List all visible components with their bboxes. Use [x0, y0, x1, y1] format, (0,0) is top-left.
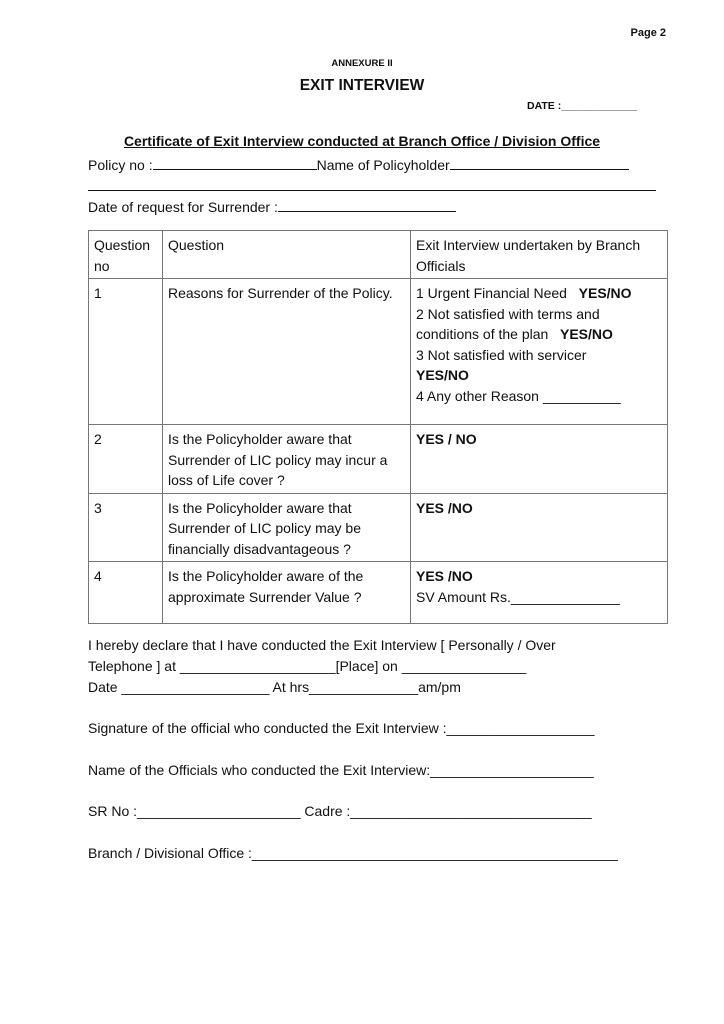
certificate-heading: Certificate of Exit Interview conducted at Branch Office / Division Office — [123, 133, 601, 149]
yes-no-option[interactable]: YES /NO — [416, 499, 473, 516]
declaration-line-2[interactable]: Telephone ] at ____________________[Place] on ________________ — [88, 658, 527, 674]
surrender-request-line — [88, 197, 456, 215]
reason-line: conditions of the plan YES/NO — [416, 326, 613, 342]
table-row — [89, 562, 668, 624]
officials-name-line[interactable]: Name of the Officials who conducted the Exit Interview:_____________________ — [88, 762, 594, 778]
policyholder-field[interactable] — [450, 155, 629, 170]
question-no: 1 — [89, 279, 163, 425]
yes-no-option[interactable]: YES/NO — [416, 367, 469, 383]
response-cell — [411, 279, 668, 425]
policyholder-label: Name of Policyholder — [316, 157, 450, 173]
header-response: Exit Interview undertaken by Branch Officials — [411, 231, 668, 279]
table-header-row — [89, 231, 668, 279]
question-no: 4 — [89, 562, 163, 624]
response-cell — [411, 493, 668, 562]
exit-interview-table — [88, 230, 668, 624]
header-question: Question — [163, 231, 411, 279]
yes-no-option[interactable]: YES/NO — [560, 326, 613, 342]
response-cell — [411, 425, 668, 494]
header-question-no: Question no — [89, 231, 163, 279]
surrender-request-label: Date of request for Surrender : — [88, 199, 278, 215]
response-cell — [411, 562, 668, 624]
table-row — [89, 279, 668, 425]
policy-line — [88, 155, 629, 173]
reason-line: 3 Not satisfied with servicer — [416, 346, 587, 363]
question-text: Reasons for Surrender of the Policy. — [163, 279, 411, 425]
date-field[interactable]: DATE :_____________ — [527, 100, 638, 112]
yes-no-option[interactable]: YES / NO — [416, 431, 477, 447]
sv-amount-field[interactable]: SV Amount Rs.______________ — [416, 588, 620, 605]
surrender-request-field[interactable] — [278, 197, 456, 212]
question-no: 3 — [89, 493, 163, 562]
official-signature-line[interactable]: Signature of the official who conducted the Exit Interview :___________________ — [88, 720, 595, 736]
yes-no-option[interactable]: YES /NO — [416, 568, 473, 584]
reason-line: 2 Not satisfied with terms and — [416, 305, 600, 322]
policy-no-field[interactable] — [153, 155, 317, 170]
yes-no-option[interactable]: YES/NO — [578, 285, 632, 301]
branch-office-line[interactable]: Branch / Divisional Office :_______________________________________________ — [88, 845, 618, 861]
document-title: EXIT INTERVIEW — [299, 77, 425, 94]
question-text: Is the Policyholder aware that Surrender of LIC policy may incur a loss of Life cover ? — [163, 425, 411, 494]
policy-no-label: Policy no : — [88, 157, 153, 173]
declaration-line-1: I hereby declare that I have conducted the Exit Interview [ Personally / Over — [88, 637, 556, 653]
policyholder-continuation-line[interactable] — [88, 190, 656, 191]
table-row — [89, 493, 668, 562]
question-text: Is the Policyholder aware that Surrender of LIC policy may be financially disadvantageous ? — [163, 493, 411, 562]
table-row — [89, 425, 668, 494]
question-text: Is the Policyholder aware of the approximate Surrender Value ? — [163, 562, 411, 624]
reason-line: 4 Any other Reason __________ — [416, 387, 621, 404]
declaration-line-3[interactable]: Date ___________________ At hrs______________am/pm — [88, 679, 461, 695]
annexure-label: ANNEXURE II — [331, 58, 393, 69]
question-no: 2 — [89, 425, 163, 494]
page-number: Page 2 — [630, 27, 666, 39]
reason-line — [416, 365, 662, 386]
reason-line: 1 Urgent Financial Need YES/NO — [416, 285, 632, 301]
sr-no-cadre-line[interactable]: SR No :_____________________ Cadre :_______________________________ — [88, 803, 592, 819]
